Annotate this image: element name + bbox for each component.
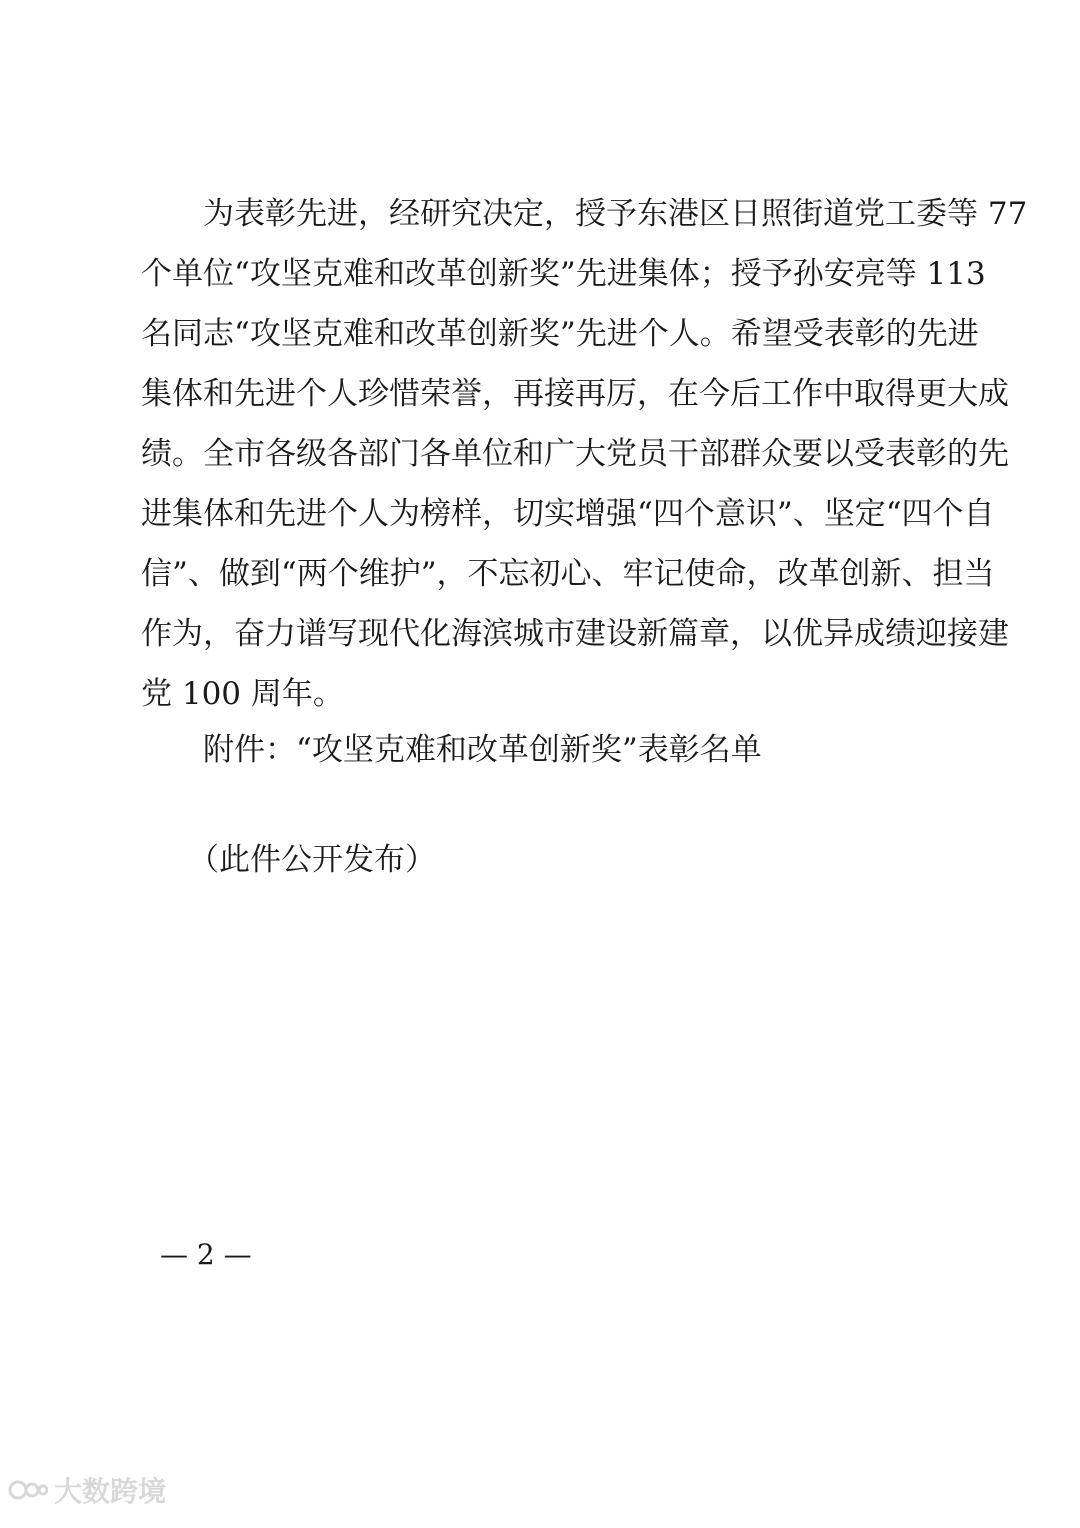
body-paragraph <box>141 184 1028 724</box>
watermark-text: 大数跨境 <box>54 1475 167 1508</box>
body-line: 作为，奋力谱写现代化海滨城市建设新篇章，以优异成绩迎接建 <box>141 616 1009 652</box>
brand-logo-icon <box>8 1475 48 1505</box>
body-line: 个单位“攻坚克难和改革创新奖”先进集体；授予孙安亮等 113 <box>141 256 986 292</box>
watermark <box>8 1470 166 1510</box>
body-line: 名同志“攻坚克难和改革创新奖”先进个人。希望受表彰的先进 <box>141 316 979 352</box>
attachment-line: 附件：“攻坚克难和改革创新奖”表彰名单 <box>203 732 762 768</box>
publish-note: （此件公开发布） <box>188 842 436 878</box>
body-line: 绩。全市各级各部门各单位和广大党员干部群众要以受表彰的先 <box>141 436 1009 472</box>
body-line: 集体和先进个人珍惜荣誉，再接再厉，在今后工作中取得更大成 <box>141 376 1009 412</box>
body-line: 信”、做到“两个维护”，不忘初心、牢记使命，改革创新、担当 <box>141 556 995 592</box>
body-line: 进集体和先进个人为榜样，切实增强“四个意识”、坚定“四个自 <box>141 496 995 532</box>
page-number: — 2 — <box>160 1238 252 1271</box>
body-line: 党 100 周年。 <box>141 676 344 712</box>
body-line: 为表彰先进，经研究决定，授予东港区日照街道党工委等 77 <box>203 196 1028 232</box>
